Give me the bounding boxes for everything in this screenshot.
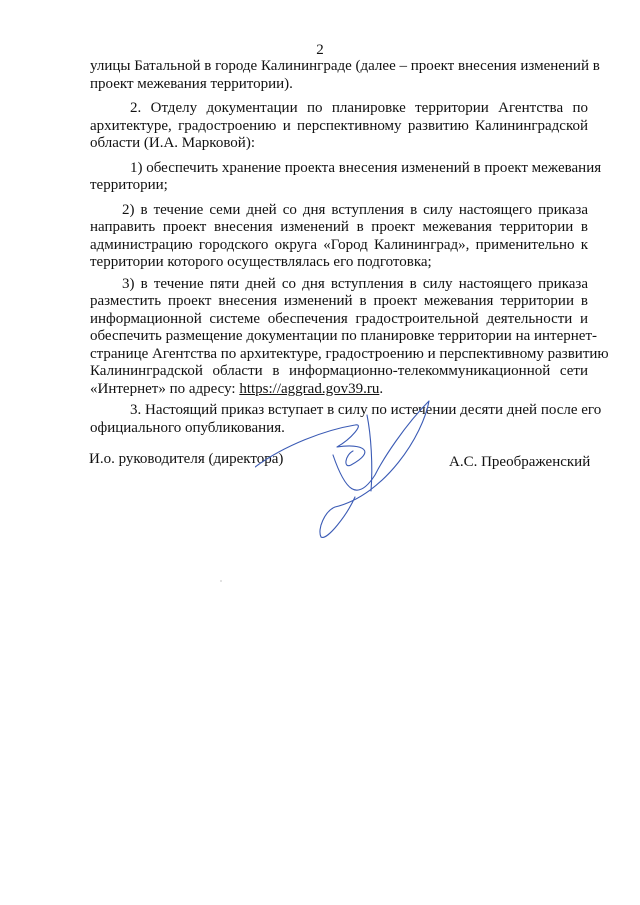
text-line: информационной системе обеспечения градостроительной деятельности и xyxy=(90,310,588,327)
text-line: разместить проект внесения изменений в проект межевания территории в xyxy=(90,293,588,309)
text-line: официального опубликования. xyxy=(90,419,285,436)
paragraph-2-item-3 xyxy=(90,275,609,399)
text-line: территории которого осуществлялась его подготовка; xyxy=(90,254,432,270)
text-line: 1) обеспечить хранение проекта внесения изменений в проект межевания xyxy=(130,159,602,176)
text-line: обеспечить размещение документации по планировке территории на интернет- xyxy=(90,328,598,344)
signatory-position: И.о. руководителя (директора) xyxy=(89,451,284,467)
text-line: улицы Батальной в городе Калининграде (далее – проект внесения изменений в xyxy=(90,58,600,74)
paragraph-2-item-2 xyxy=(90,202,588,272)
text-line: направить проект внесения изменений в проект межевания территории в xyxy=(90,219,588,235)
text-line: области (И.А. Марковой): xyxy=(90,135,255,151)
text-line: 2. Отделу документации по планировке территории Агентства по xyxy=(130,100,588,116)
text-line: проект межевания территории). xyxy=(90,75,293,92)
text-line: администрацию городского округа «Город Калининград», применительно к xyxy=(90,236,588,253)
signer-name: А.С. Преображенский xyxy=(449,454,591,470)
paragraph-intro xyxy=(90,58,600,93)
text-line: 3) в течение пяти дней со дня вступления в силу настоящего приказа xyxy=(122,275,588,292)
scan-speck xyxy=(220,580,222,582)
text-line: архитектуре, градостроению и перспективному развитию Калининградской xyxy=(90,117,588,134)
text-fragment: «Интернет» по адресу: xyxy=(90,380,240,397)
handwritten-signature xyxy=(255,395,445,545)
paragraph-2 xyxy=(90,100,588,153)
text-line: Калининградской области в информационно-телекоммуникационной сети xyxy=(90,363,588,379)
paragraph-2-item-1 xyxy=(90,159,602,195)
website-link[interactable]: https://aggrad.gov39.ru xyxy=(239,380,380,397)
text-line: 2) в течение семи дней со дня вступления в силу настоящего приказа xyxy=(122,201,588,218)
text-line: странице Агентства по архитектуре, градостроению и перспективному развитию xyxy=(90,345,609,362)
text-line: 3. Настоящий приказ вступает в силу по истечении десяти дней после его xyxy=(130,402,602,418)
text-line: территории; xyxy=(90,177,168,193)
text-fragment: . xyxy=(379,380,384,397)
document-body xyxy=(90,58,609,437)
page-number: 2 xyxy=(316,42,324,58)
